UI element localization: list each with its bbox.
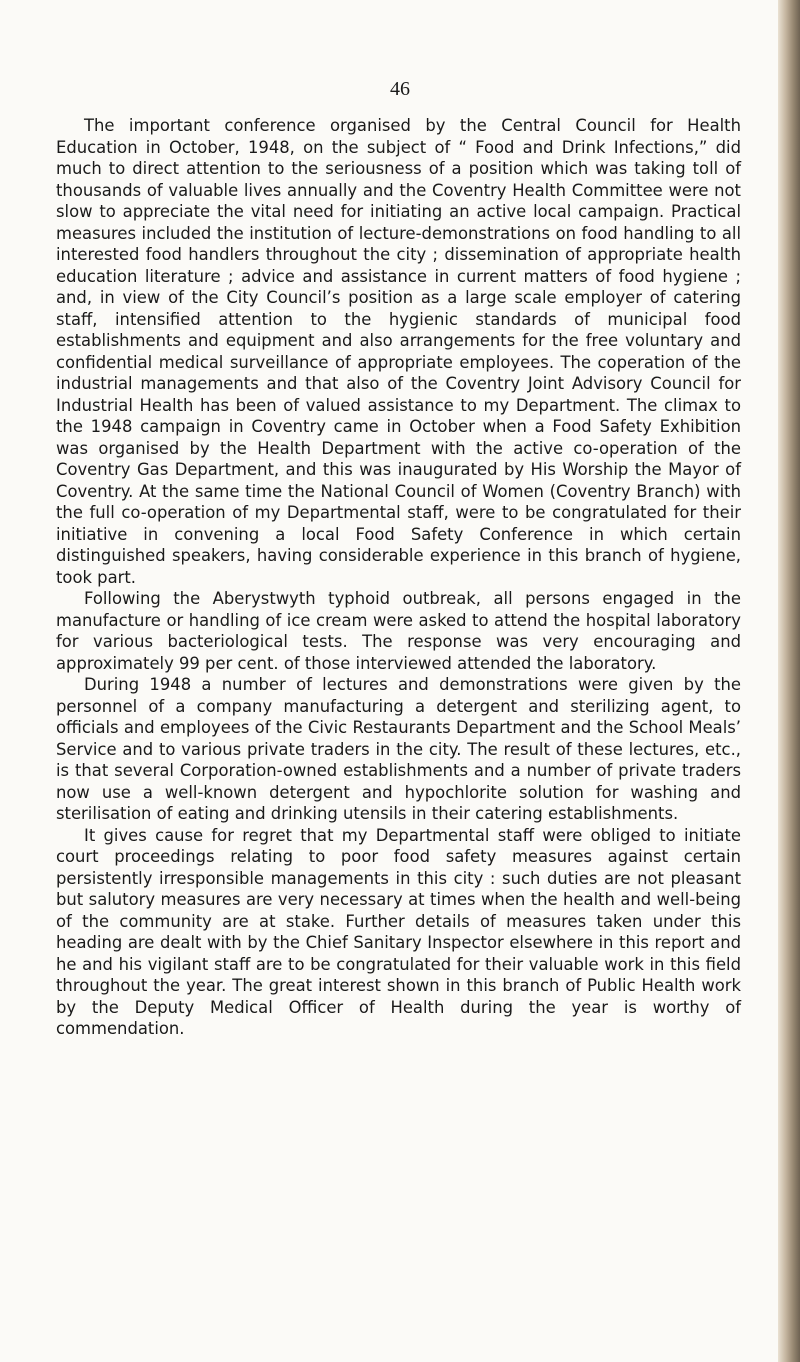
paragraph-ice-cream-tests: Following the Aberystwyth typhoid outbreak, all persons engaged in the manufacture or handling of ice cream were asked to attend the hospital laboratory for various bacteriological tests. The response was very encouraging and approximately 99 per cent. of those interviewed attended the laboratory. (56, 589, 741, 673)
page-edge-shadow (778, 0, 800, 1362)
paragraph-court-proceedings: It gives cause for regret that my Departmental staff were obliged to initiate court proceedings relating to poor food safety measures against certain persistently irresponsible managements in this city : such duties are not pleasant but salutory measures are very necessary at times when the health and well-being of the community are at stake. Further details of measures taken under this heading are dealt with by the Chief Sanitary Inspector elsewhere in this report and he and his vigilant staff are to be congratulated for their valuable work in this field throughout the year. The great interest shown in this branch of Public Health work by the Deputy Medical Officer of Health during the year is worthy of commendation. (56, 825, 741, 1038)
paragraph-detergent-lectures: During 1948 a number of lectures and demonstrations were given by the personnel of a company manufacturing a detergent and sterilizing agent, to officials and employees of the Civic Restaurants Department and the School Meals’ Service and to various private traders in the city. The result of these lectures, etc., is that several Corporation-owned establishments and a number of private traders now use a well-known detergent and hypochlorite solution for washing and sterilisation of eating and drinking utensils in their catering establishments. (56, 675, 741, 823)
body-text (56, 115, 741, 1040)
paragraph-food-campaign: The important conference organised by the Central Council for Health Education in October, 1948, on the subject of “ Food and Drink Infections,” did much to direct attention to the seriousness of a position which was taking toll of thousands of valuable lives annually and the Coventry Health Committee were not slow to appreciate the vital need for initiating an active local campaign. Practical measures included the institution of lecture-demonstrations on food handling to all interested food handlers throughout the city ; dissemination of appropriate health education literature ; advice and assistance in current matters of food hygiene ; and, in view of the City Council’s position as a large scale employer of catering staff, intensified attention to the hygienic standards of municipal food establishments and equipment and also arrangements for the free voluntary and confidential medical surveillance of appropriate employees. The coperation of the industrial managements and that also of the Coventry Joint Advisory Council for Industrial Health has been of valued assistance to my Department. The climax to the 1948 campaign in Coventry came in October when a Food Safety Exhibition was organised by the Health Department with the active co-operation of the Coventry Gas Department, and this was inaugurated by His Worship the Mayor of Coventry. At the same time the National Council of Women (Coventry Branch) with the full co-operation of my Departmental staff, were to be congratulated for their initiative in convening a local Food Safety Conference in which certain distinguished speakers, having considerable experience in this branch of hygiene, took part. (56, 116, 741, 587)
page-number: 46 (390, 78, 410, 100)
